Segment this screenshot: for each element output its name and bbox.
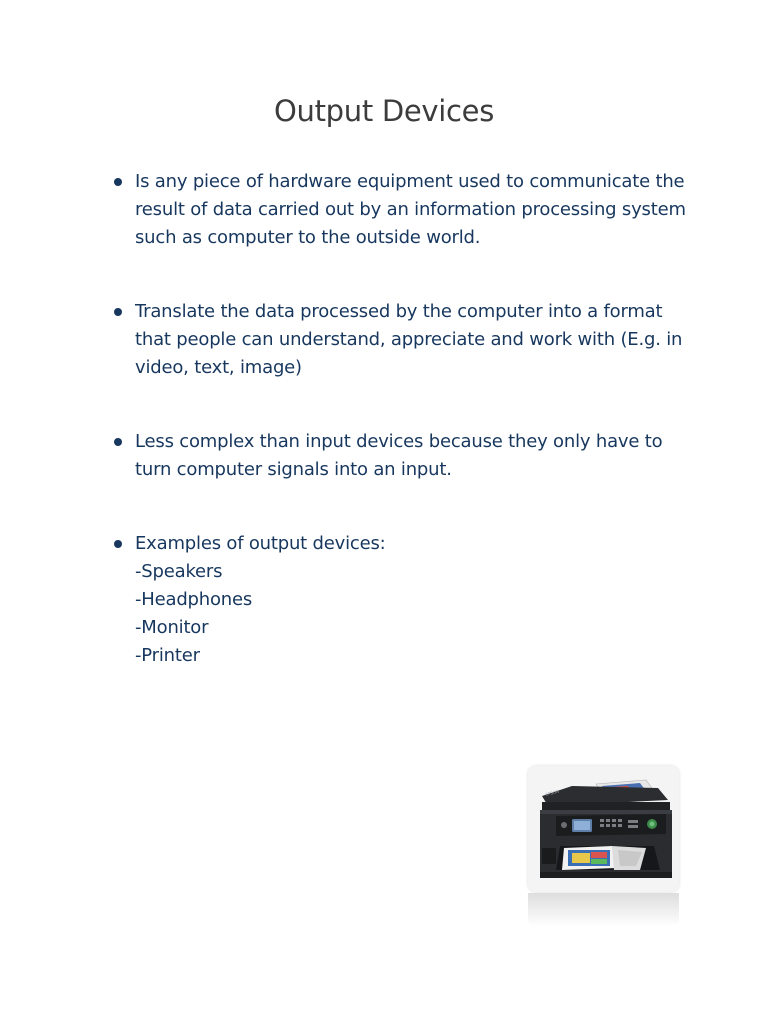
bullet-list — [108, 168, 688, 716]
bullet-item — [108, 168, 688, 252]
bullet-text: Examples of output devices: — [135, 533, 386, 554]
example-item: -Speakers — [135, 561, 223, 582]
example-item: -Monitor — [135, 617, 209, 638]
printer-icon — [528, 766, 679, 892]
bullet-dot-icon — [114, 438, 122, 446]
bullet-dot-icon — [114, 178, 122, 186]
bullet-dot-icon — [114, 540, 122, 548]
printer-image — [528, 766, 679, 892]
example-item: -Headphones — [135, 589, 253, 610]
examples-list — [135, 558, 688, 670]
bullet-item — [108, 530, 688, 670]
bullet-text: Less complex than input devices because they only have to turn computer signals into an input. — [135, 431, 663, 480]
image-reflection — [528, 893, 679, 927]
bullet-dot-icon — [114, 308, 122, 316]
bullet-item — [108, 428, 688, 484]
svg-text:EPSON: EPSON — [544, 788, 560, 797]
example-item: -Printer — [135, 645, 200, 666]
page-title: Output Devices — [273, 94, 495, 128]
bullet-item — [108, 298, 688, 382]
bullet-text: Is any piece of hardware equipment used to communicate the result of data carried out by an information processing system such as computer to the outside world. — [135, 171, 686, 248]
bullet-text: Translate the data processed by the computer into a format that people can understand, appreciate and work with (E.g. in video, text, image) — [135, 301, 683, 378]
